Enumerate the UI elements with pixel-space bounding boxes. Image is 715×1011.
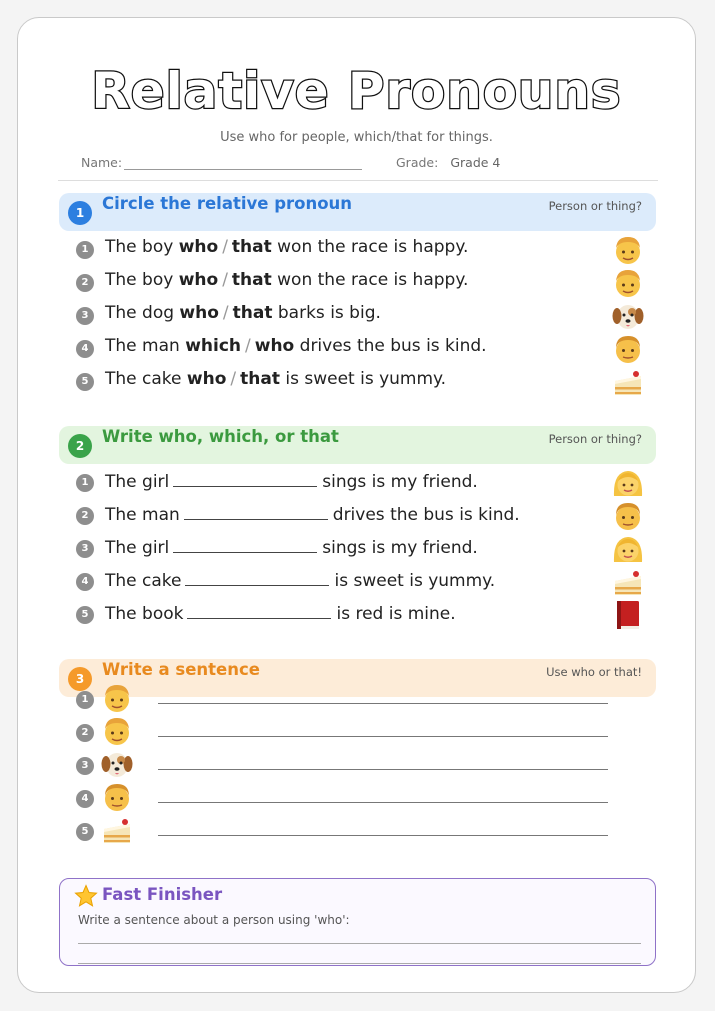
s2-item-1 bbox=[76, 466, 636, 496]
s1-item-5 bbox=[76, 365, 636, 395]
s2-item-5 bbox=[76, 598, 636, 628]
slash: / bbox=[245, 336, 251, 356]
sentence-end: is sweet is yummy. bbox=[285, 369, 447, 389]
worksheet bbox=[17, 17, 696, 993]
sentence bbox=[105, 536, 478, 558]
name-row bbox=[81, 155, 362, 170]
answer-blank[interactable] bbox=[173, 470, 317, 487]
sentence-end: is red is mine. bbox=[336, 604, 456, 624]
fast-finisher-box bbox=[59, 878, 656, 966]
answer-blank[interactable] bbox=[173, 536, 317, 553]
writing-line[interactable] bbox=[158, 736, 608, 737]
item-number: 5 bbox=[76, 823, 94, 841]
writing-line[interactable] bbox=[158, 835, 608, 836]
s1-item-1 bbox=[76, 233, 636, 263]
cake-icon bbox=[611, 565, 645, 599]
page-title-text: Relative Pronouns bbox=[91, 61, 622, 120]
item-number: 4 bbox=[76, 340, 94, 358]
option-1[interactable]: who bbox=[178, 270, 219, 290]
fast-finisher-title: Fast Finisher bbox=[102, 885, 223, 904]
sentence bbox=[105, 470, 478, 492]
item-number: 2 bbox=[76, 507, 94, 525]
item-number: 5 bbox=[76, 373, 94, 391]
section-2-hint: Person or thing? bbox=[548, 432, 642, 446]
boy-icon bbox=[100, 681, 134, 715]
option-1[interactable]: who bbox=[186, 369, 227, 389]
item-number: 4 bbox=[76, 573, 94, 591]
item-number: 3 bbox=[76, 540, 94, 558]
answer-blank[interactable] bbox=[185, 569, 329, 586]
item-number: 1 bbox=[76, 474, 94, 492]
man-icon bbox=[100, 780, 134, 814]
section-3-title: Write a sentence bbox=[102, 660, 260, 679]
section-2-header bbox=[59, 426, 656, 464]
sentence bbox=[105, 569, 495, 591]
dog-icon bbox=[611, 299, 645, 333]
sentence bbox=[105, 237, 468, 257]
sentence-start: The cake bbox=[105, 571, 182, 591]
sentence-end: won the race is happy. bbox=[277, 270, 469, 290]
option-2[interactable]: that bbox=[240, 369, 280, 389]
option-1[interactable]: who bbox=[179, 303, 219, 323]
sentence bbox=[105, 503, 520, 525]
girl-icon bbox=[611, 466, 645, 500]
sentence-end: barks is big. bbox=[277, 303, 381, 323]
sentence-end: drives the bus is kind. bbox=[299, 336, 487, 356]
sentence-start: The book bbox=[105, 604, 184, 624]
boy-icon bbox=[611, 233, 645, 267]
item-number: 2 bbox=[76, 274, 94, 292]
item-number: 3 bbox=[76, 757, 94, 775]
s2-item-3 bbox=[76, 532, 636, 562]
item-number: 4 bbox=[76, 790, 94, 808]
man-icon bbox=[611, 499, 645, 533]
grade-row bbox=[396, 155, 500, 170]
sentence bbox=[105, 270, 468, 290]
boy-icon bbox=[100, 714, 134, 748]
s3-item-2 bbox=[76, 716, 636, 749]
section-2-badge: 2 bbox=[68, 434, 92, 458]
section-2-title: Write who, which, or that bbox=[102, 427, 339, 446]
sentence bbox=[105, 336, 487, 356]
s3-item-3 bbox=[76, 749, 636, 782]
sentence-start: The man bbox=[105, 336, 180, 356]
option-2[interactable]: that bbox=[231, 270, 272, 290]
option-2[interactable]: that bbox=[232, 303, 273, 323]
item-number: 5 bbox=[76, 606, 94, 624]
cake-icon bbox=[611, 365, 645, 399]
sentence-start: The dog bbox=[105, 303, 175, 323]
man-icon bbox=[611, 332, 645, 366]
option-1[interactable]: which bbox=[185, 336, 242, 356]
s3-item-5 bbox=[76, 815, 636, 848]
item-number: 1 bbox=[76, 241, 94, 259]
writing-line[interactable] bbox=[158, 802, 608, 803]
divider bbox=[58, 180, 658, 181]
sentence-start: The boy bbox=[105, 237, 174, 257]
sentence-start: The cake bbox=[105, 369, 182, 389]
dog-icon bbox=[100, 747, 134, 781]
s2-item-2 bbox=[76, 499, 636, 529]
s3-item-1 bbox=[76, 683, 636, 716]
s1-item-2 bbox=[76, 266, 636, 296]
sentence bbox=[105, 369, 446, 389]
s1-item-3 bbox=[76, 299, 636, 329]
section-1-badge: 1 bbox=[68, 201, 92, 225]
sentence-start: The man bbox=[105, 505, 180, 525]
page-title bbox=[18, 48, 695, 128]
s1-item-4 bbox=[76, 332, 636, 362]
slash: / bbox=[222, 303, 229, 323]
item-number: 3 bbox=[76, 307, 94, 325]
sentence bbox=[105, 303, 381, 323]
fast-finisher-prompt: Write a sentence about a person using 'who': bbox=[78, 913, 350, 927]
s2-item-4 bbox=[76, 565, 636, 595]
sentence bbox=[105, 602, 456, 624]
boy-icon bbox=[611, 266, 645, 300]
section-3-hint: Use who or that! bbox=[546, 665, 642, 679]
section-1-hint: Person or thing? bbox=[548, 199, 642, 213]
sentence-start: The girl bbox=[105, 472, 170, 492]
name-field[interactable] bbox=[124, 155, 362, 170]
option-2[interactable]: that bbox=[231, 237, 272, 257]
section-1-title: Circle the relative pronoun bbox=[102, 194, 353, 213]
girl-icon bbox=[611, 532, 645, 566]
writing-line[interactable] bbox=[158, 703, 608, 704]
sentence-end: sings is my friend. bbox=[322, 472, 478, 492]
answer-blank[interactable] bbox=[184, 503, 328, 520]
name-label: Name: bbox=[81, 155, 123, 170]
book-icon bbox=[611, 598, 645, 632]
subtitle: Use who for people, which/that for things. bbox=[220, 130, 493, 145]
grade-label: Grade: bbox=[396, 155, 439, 170]
grade-value: Grade 4 bbox=[450, 155, 501, 170]
option-1[interactable]: who bbox=[178, 237, 219, 257]
sentence-start: The boy bbox=[105, 270, 174, 290]
sentence-end: sings is my friend. bbox=[322, 538, 478, 558]
item-number: 1 bbox=[76, 691, 94, 709]
item-number: 2 bbox=[76, 724, 94, 742]
star-icon bbox=[74, 884, 98, 908]
cake-icon bbox=[100, 813, 134, 847]
slash: / bbox=[222, 237, 228, 257]
sentence-end: is sweet is yummy. bbox=[334, 571, 496, 591]
slash: / bbox=[222, 270, 228, 290]
section-1-header bbox=[59, 193, 656, 231]
sentence-start: The girl bbox=[105, 538, 170, 558]
section-3-badge: 3 bbox=[68, 667, 92, 691]
writing-line[interactable] bbox=[78, 963, 641, 964]
option-2[interactable]: who bbox=[254, 336, 295, 356]
slash: / bbox=[230, 369, 237, 389]
writing-line[interactable] bbox=[158, 769, 608, 770]
writing-line[interactable] bbox=[78, 943, 641, 944]
sentence-end: won the race is happy. bbox=[277, 237, 469, 257]
s3-item-4 bbox=[76, 782, 636, 815]
answer-blank[interactable] bbox=[187, 602, 331, 619]
sentence-end: drives the bus is kind. bbox=[332, 505, 520, 525]
